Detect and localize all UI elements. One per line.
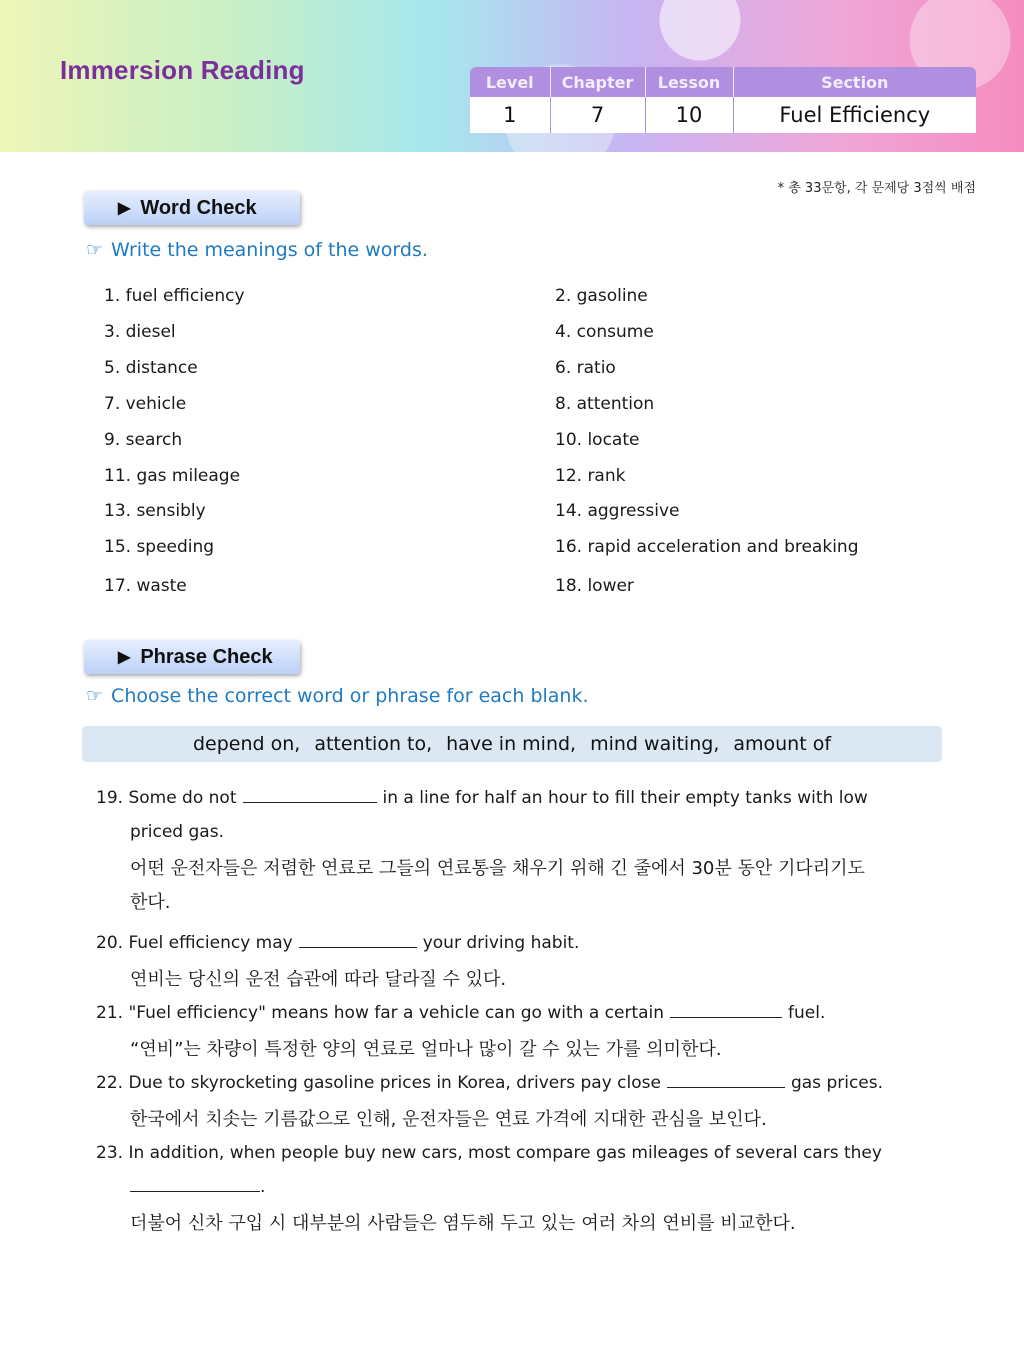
word-item: 18. lower [555, 576, 634, 596]
question-22-text-start: 22. Due to skyrocketing gasoline prices in Korea, drivers pay close [96, 1073, 661, 1093]
word-item: 17. waste [104, 576, 187, 596]
question-22 [96, 1073, 883, 1093]
word-item: 12. rank [555, 466, 626, 486]
phrase-option: mind waiting, [590, 733, 720, 755]
word-item: 9. search [104, 430, 183, 450]
value-lesson: 10 [645, 97, 733, 133]
word-item: 4. consume [555, 322, 654, 342]
play-triangle-icon: ▶ [118, 200, 131, 217]
header-banner [0, 0, 1024, 152]
phrase-option: have in mind, [446, 733, 577, 755]
scoring-note: * 총 33문항, 각 문제당 3점씩 배점 [777, 181, 976, 196]
word-item: 7. vehicle [104, 394, 187, 414]
question-21-korean: “연비”는 차량이 특정한 양의 연료로 얼마나 많이 갈 수 있는 가를 의미한다. [130, 1039, 722, 1060]
question-23-korean: 더불어 신차 구입 시 대부분의 사람들은 염두해 두고 있는 여러 차의 연비를 비교한다. [130, 1213, 796, 1234]
question-19-continued: priced gas. [130, 822, 224, 842]
col-lesson: Lesson [645, 67, 733, 97]
pointing-hand-icon: ☞ [86, 239, 104, 261]
word-item: 1. fuel efficiency [104, 286, 245, 306]
question-19-text-start: 19. Some do not [96, 788, 237, 808]
word-item: 8. attention [555, 394, 655, 414]
word-item: 13. sensibly [104, 501, 206, 521]
word-item: 14. aggressive [555, 501, 680, 521]
answer-blank[interactable] [667, 1074, 785, 1088]
answer-blank[interactable] [130, 1178, 260, 1192]
question-20-text-start: 20. Fuel efficiency may [96, 933, 293, 953]
word-item: 16. rapid acceleration and breaking [555, 537, 859, 557]
phrase-option: attention to, [314, 733, 433, 755]
question-19-text-end: in a line for half an hour to fill their empty tanks with low [382, 788, 868, 808]
question-22-text-end: gas prices. [790, 1073, 884, 1093]
word-item: 5. distance [104, 358, 198, 378]
phrase-options-box [82, 726, 942, 762]
word-item: 15. speeding [104, 537, 215, 557]
answer-blank[interactable] [243, 789, 377, 803]
question-20-text-end: your driving habit. [422, 933, 580, 953]
col-chapter: Chapter [550, 67, 645, 97]
col-level: Level [470, 67, 550, 97]
question-19-korean: 어떤 운전자들은 저렴한 연료로 그들의 연료통을 채우기 위해 긴 줄에서 30분 동안 기다리기도 [130, 858, 865, 879]
phrase-check-instruction-text: Choose the correct word or phrase for each blank. [111, 685, 589, 707]
question-19 [96, 788, 868, 808]
question-21-text-start: 21. "Fuel efficiency" means how far a vehicle can go with a certain [96, 1003, 665, 1023]
word-check-header [84, 191, 300, 225]
word-check-instruction-text: Write the meanings of the words. [111, 239, 428, 261]
phrase-check-instruction [86, 685, 589, 707]
phrase-check-header [84, 640, 300, 674]
brand-title: Immersion Reading [60, 55, 305, 85]
word-item: 6. ratio [555, 358, 616, 378]
value-chapter: 7 [550, 97, 645, 133]
question-20 [96, 933, 579, 953]
question-20-korean: 연비는 당신의 운전 습관에 따라 달라질 수 있다. [130, 969, 507, 990]
answer-blank[interactable] [299, 934, 417, 948]
question-21-text-end: fuel. [788, 1003, 826, 1023]
word-item: 11. gas mileage [104, 466, 241, 486]
word-check-title: Word Check [140, 196, 257, 219]
value-level: 1 [470, 97, 550, 133]
question-23-text-end: . [260, 1177, 266, 1197]
word-item: 10. locate [555, 430, 640, 450]
question-23: 23. In addition, when people buy new cars, most compare gas mileages of several cars they [96, 1143, 882, 1163]
phrase-option: depend on, [192, 733, 301, 755]
question-23-continued [130, 1177, 265, 1197]
lesson-info-table [470, 67, 976, 133]
word-item: 2. gasoline [555, 286, 648, 306]
word-check-instruction [86, 239, 428, 261]
phrase-check-title: Phrase Check [140, 645, 273, 668]
word-item: 3. diesel [104, 322, 176, 342]
question-19-korean-cont: 한다. [130, 892, 171, 913]
col-section: Section [733, 67, 976, 97]
phrase-option: amount of [733, 733, 832, 755]
pointing-hand-icon: ☞ [86, 685, 104, 707]
play-triangle-icon: ▶ [118, 649, 131, 666]
answer-blank[interactable] [670, 1004, 782, 1018]
value-section: Fuel Efficiency [733, 97, 976, 133]
question-21 [96, 1003, 825, 1023]
question-22-korean: 한국에서 치솟는 기름값으로 인해, 운전자들은 연료 가격에 지대한 관심을 보인다. [130, 1109, 767, 1130]
